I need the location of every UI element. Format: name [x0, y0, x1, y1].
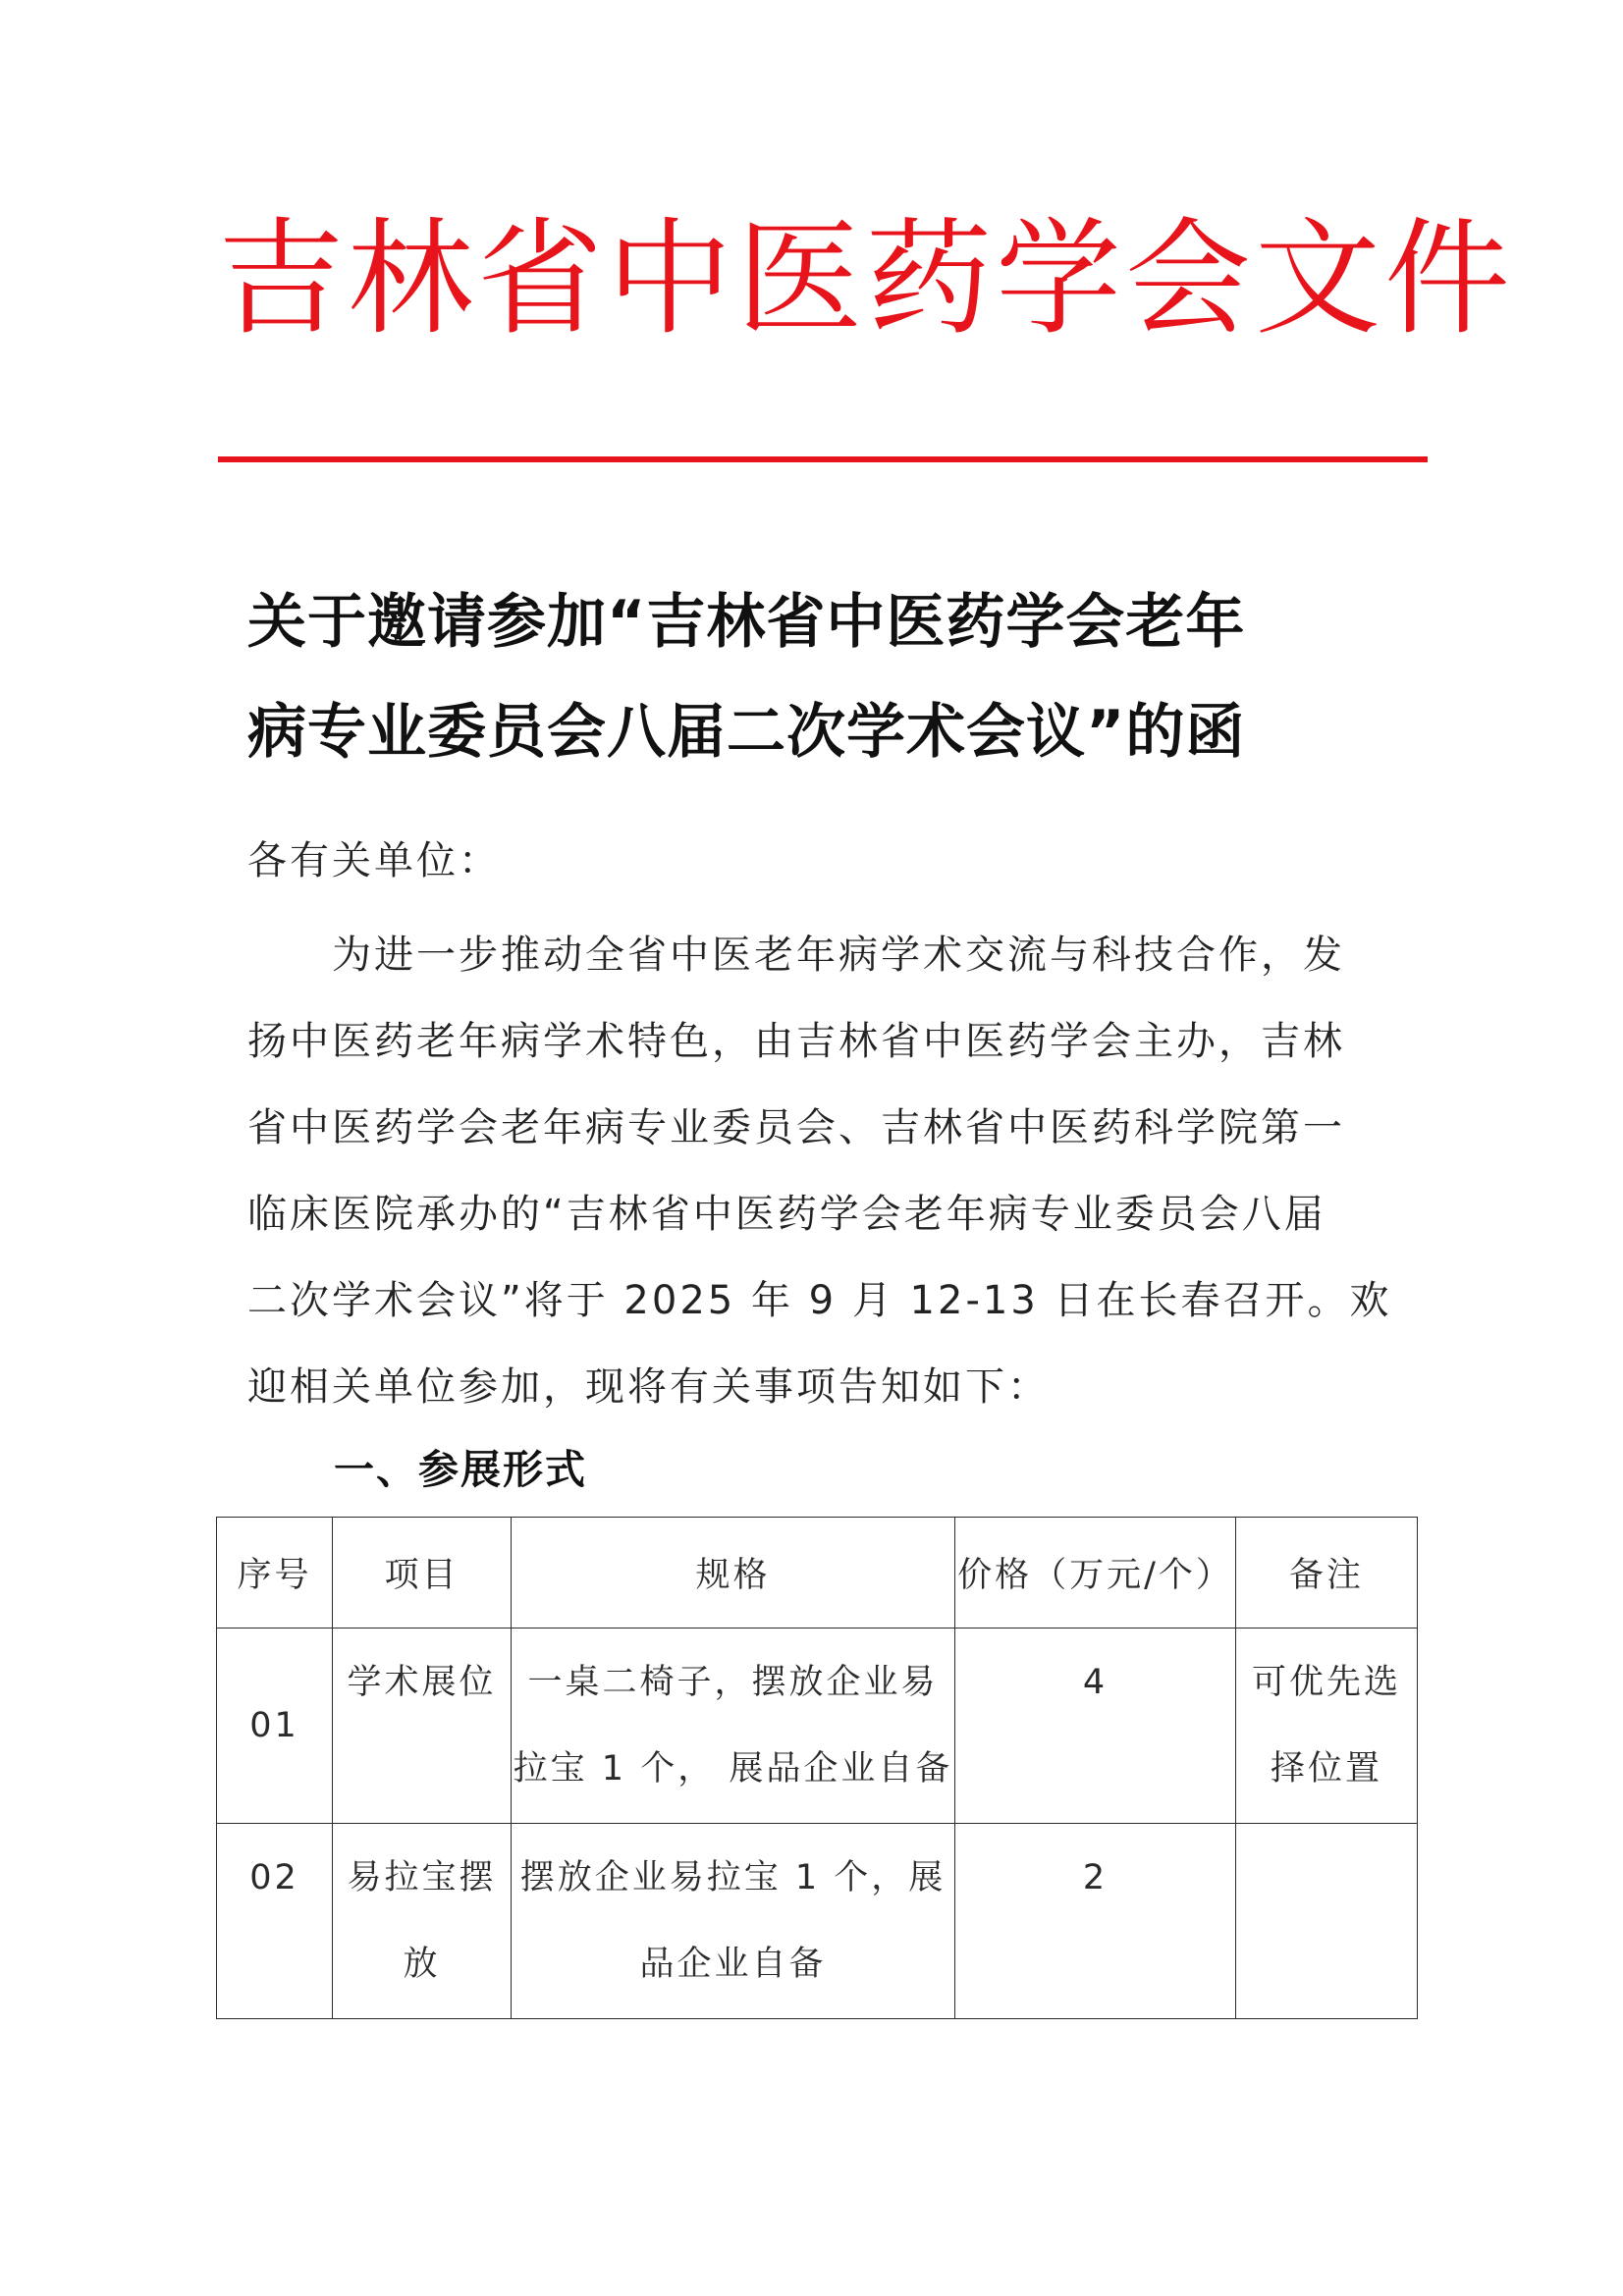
cell-no: 01	[217, 1629, 333, 1824]
cell-line	[333, 1726, 511, 1812]
header-cell-note: 备注	[1236, 1518, 1418, 1629]
cell-spec	[512, 1629, 955, 1824]
cell-line: 易拉宝摆	[347, 1858, 497, 1897]
body-paragraph	[247, 912, 1392, 1430]
cell-line: 4	[1082, 1663, 1109, 1702]
cell-line: 一桌二椅子，摆放企业易	[527, 1663, 939, 1702]
cell-line	[217, 1921, 332, 2007]
masthead-red-rule	[218, 456, 1428, 462]
cell-note	[1236, 1629, 1418, 1824]
cell-line: 2	[1082, 1858, 1109, 1897]
document-title-line: 病专业委员会八届二次学术会议”的函	[247, 698, 1246, 767]
cell-no	[217, 1824, 333, 2019]
table-header-row	[217, 1518, 1418, 1629]
cell-item	[333, 1824, 512, 2019]
body-line: 扬中医药老年病学术特色，由吉林省中医药学会主办，吉林	[247, 1019, 1345, 1064]
cell-note	[1236, 1824, 1418, 2019]
exhibit-table	[216, 1517, 1418, 2019]
cell-line: 择位置	[1270, 1749, 1382, 1789]
cell-price	[955, 1629, 1236, 1824]
body-line: 二次学术会议”将于 2025 年 9 月 12-13 日在长春召开。欢	[247, 1278, 1392, 1323]
body-line: 迎相关单位参加，现将有关事项告知如下：	[247, 1364, 1050, 1410]
cell-line: 可优先选	[1251, 1663, 1401, 1702]
table-row	[217, 1824, 1418, 2019]
cell-spec	[512, 1824, 955, 2019]
salutation: 各有关单位：	[247, 838, 501, 883]
header-cell-price: 价格（万元/个）	[955, 1518, 1236, 1629]
cell-line: 拉宝 1 个， 展品企业自备	[513, 1749, 953, 1789]
body-line: 为进一步推动全省中医老年病学术交流与科技合作，发	[247, 933, 1345, 978]
cell-line: 学术展位	[347, 1663, 497, 1702]
document-title	[247, 567, 1406, 787]
cell-line: 摆放企业易拉宝 1 个，展	[519, 1858, 947, 1897]
masthead: 吉林省中医药学会文件	[218, 206, 1515, 352]
header-cell-spec: 规格	[512, 1518, 955, 1629]
cell-line	[955, 1726, 1235, 1812]
document-title-line: 关于邀请参加“吉林省中医药学会老年	[247, 588, 1246, 657]
cell-line: 02	[249, 1858, 299, 1897]
cell-item	[333, 1629, 512, 1824]
body-line: 临床医院承办的“吉林省中医药学会老年病专业委员会八届	[247, 1192, 1326, 1237]
header-cell-no: 序号	[217, 1518, 333, 1629]
header-cell-item: 项目	[333, 1518, 512, 1629]
table-row	[217, 1629, 1418, 1824]
section-heading: 一、参展形式	[334, 1446, 587, 1493]
cell-line: 品企业自备	[639, 1945, 827, 1984]
body-line: 省中医药学会老年病专业委员会、吉林省中医药科学院第一	[247, 1105, 1345, 1150]
cell-line	[955, 1921, 1235, 2007]
cell-line: 放	[403, 1945, 441, 1984]
cell-price	[955, 1824, 1236, 2019]
